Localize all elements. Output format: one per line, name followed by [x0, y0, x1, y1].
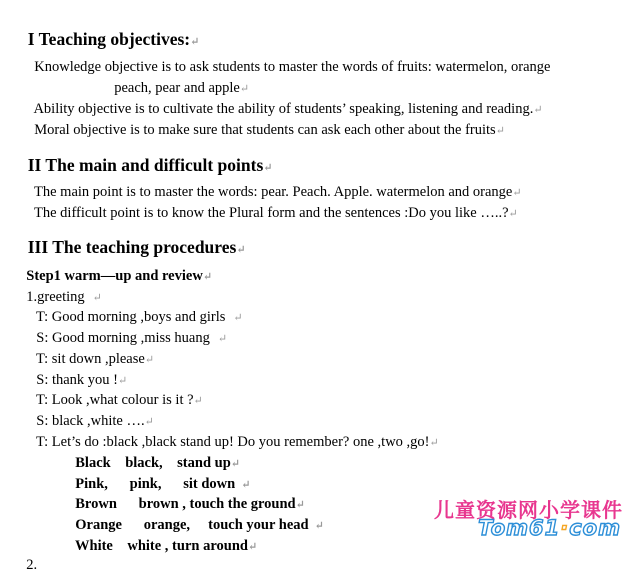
step-text: Step1 warm—up and review	[26, 268, 203, 284]
chant-text: Brown brown , touch the ground	[75, 496, 296, 512]
paragraph-mark-icon: ↵	[533, 104, 543, 116]
paragraph-mark-icon: ↵	[144, 416, 154, 428]
paragraph-mark-icon: ↵	[239, 83, 250, 95]
paragraph-mark-icon: ↵	[512, 187, 522, 199]
paragraph-mark-icon: ↵	[202, 271, 213, 283]
dialogue-text: T: Look ,what colour is it ?	[36, 392, 194, 408]
watermark-domain-text	[478, 516, 621, 540]
paragraph-mark-icon: ↵	[247, 541, 258, 553]
paragraph-mark-icon: ↵	[190, 36, 200, 48]
point-text: The main point is to master the words: pear. Peach. Apple. watermelon and orange	[34, 184, 513, 200]
site-watermark	[417, 494, 627, 542]
objective-text: peach, pear and apple	[114, 80, 240, 96]
objective-text: Moral objective is to make sure that students can ask each other about the fruits	[34, 122, 496, 138]
objective-text: Ability objective is to cultivate the ability of students’ speaking, listening and reading.	[33, 101, 534, 117]
heading-text: II The main and difficult points	[27, 155, 264, 175]
paragraph-mark-icon: ↵	[144, 354, 155, 366]
cut-off-line	[19, 538, 37, 574]
paragraph-mark-icon: ↵	[92, 292, 102, 304]
paragraph-mark-icon: ↵	[230, 458, 240, 470]
dialogue-text: T: Good morning ,boys and girls	[36, 309, 226, 325]
paragraph-mark-icon: ↵	[295, 499, 305, 511]
heading-text: I Teaching objectives:	[27, 29, 191, 49]
heading-text: III The teaching procedures	[27, 237, 237, 257]
objective-knowledge	[27, 40, 551, 76]
chant-text: Black black, stand up	[75, 455, 231, 471]
paragraph-mark-icon: ↵	[193, 395, 203, 407]
dialogue-text: S: black ,white ….	[36, 413, 145, 429]
paragraph-mark-icon: ↵	[118, 375, 128, 387]
paragraph-mark-icon: ↵	[233, 312, 243, 324]
chant-line	[68, 519, 257, 556]
watermark-dot: ·	[560, 516, 570, 540]
chant-text: White white , turn around	[75, 538, 248, 554]
dialogue-text: S: Good morning ,miss huang	[36, 330, 210, 346]
paragraph-mark-icon: ↵	[263, 162, 273, 174]
paragraph-mark-icon: ↵	[495, 125, 505, 137]
watermark-domain-name: Tom61	[478, 516, 561, 540]
watermark-chinese-text: 儿童资源网小学课件	[434, 498, 623, 522]
dialogue-text: T: sit down ,please	[36, 351, 145, 367]
point-text: The difficult point is to know the Plural form and the sentences :Do you like …..?	[34, 205, 509, 221]
paragraph-mark-icon: ↵	[508, 208, 518, 220]
partial-text: 2.	[26, 557, 38, 573]
dialogue-text: S: thank you !	[36, 372, 119, 388]
paragraph-mark-icon: ↵	[236, 244, 246, 256]
paragraph-mark-icon: ↵	[429, 437, 439, 449]
watermark-domain-suffix: com	[569, 516, 621, 540]
chant-text: Orange orange, touch your head	[75, 517, 309, 533]
objective-text: Knowledge objective is to ask students to master the words of fruits: watermelon, orange	[34, 59, 551, 75]
greeting-text: 1.greeting	[26, 289, 85, 305]
chant-text: Pink, pink, sit down	[75, 476, 236, 492]
dialogue-text: T: Let’s do :black ,black stand up! Do you remember? one ,two ,go!	[36, 434, 430, 450]
paragraph-mark-icon: ↵	[314, 520, 324, 532]
paragraph-mark-icon: ↵	[217, 333, 228, 345]
paragraph-mark-icon: ↵	[241, 479, 251, 491]
